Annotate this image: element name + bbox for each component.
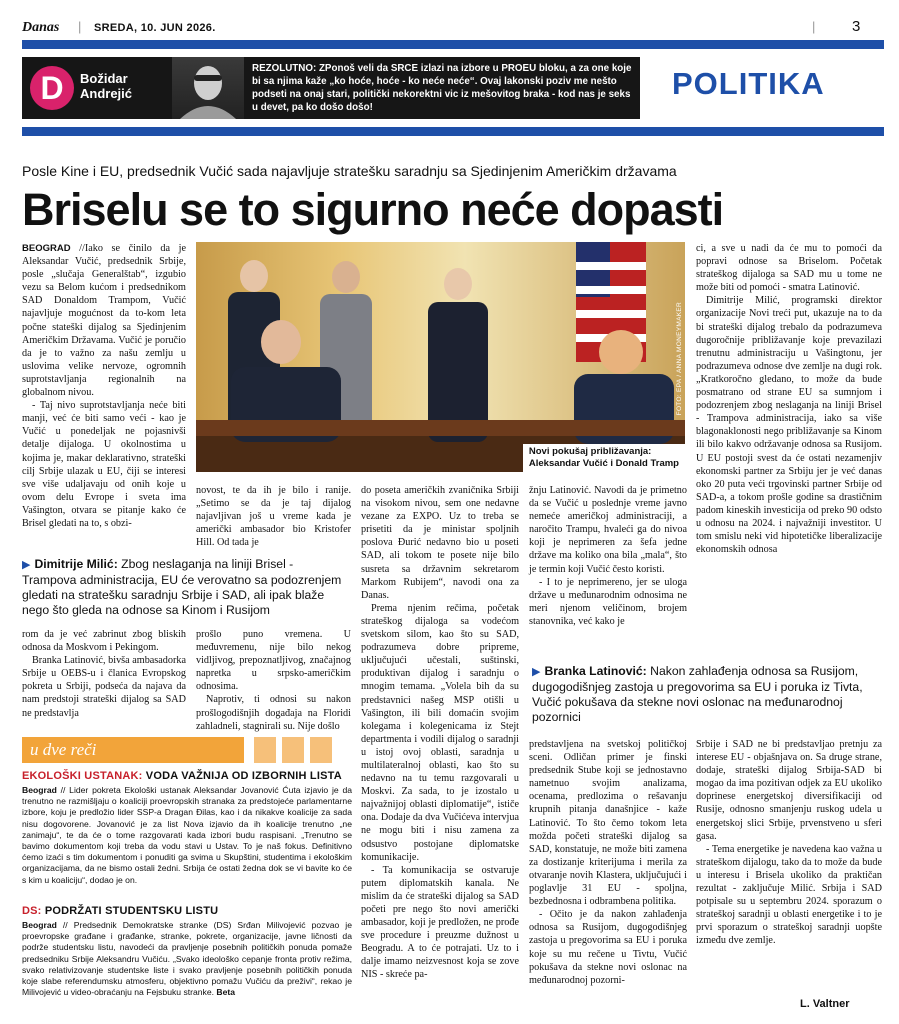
author-portrait <box>172 57 244 119</box>
separator: | <box>78 19 82 34</box>
author-last-name: Andrejić <box>80 86 133 101</box>
article-paragraph: - Očito je da nakon zahlađenja odnosa sa Rusijom, dugogodišnjeg zastoja u pregovorima sa EU i poruka koje su mu rečene u Tivtu, Vučić pokušava da stekne novi oslonac na međunarodnoj pozorni- <box>529 909 687 986</box>
brief-dateline: Beograd <box>22 920 57 930</box>
triangle-icon: ▶ <box>532 666 541 678</box>
article-column-5-bottom <box>696 738 882 998</box>
brief-text: // Lider pokreta Ekološki ustanak Aleksandar Jovanović Ćuta izjavio je da trenutno ne razmišljaju o koaliciji proevropskih stranaka za predstojeće parlamentarne izbore, koju je predložio lider SSP-a Dragan Đilas, kao i da nikakve koalicije za sada nisu dogovorene. Jovanović je za list Nova izjavio da ih koalicije trenutno „ne zanimaju“, te da će o tome razgovarati kada izbori budu raspisani. „Trenutno se bavimo dokumentom koji treba da vodu stavi u Ustav. To je naš fokus. Definitivno ćemo izaći s tim dokumentom i ponuditi ga svima u Skupštini, studentima i ekološkim organizacijama, da ne bismo ostali žedni. Srbija će ostati žedna dok se vi bavite ko će s kim u koaliciju“, dodao je on. <box>22 785 352 885</box>
photo-credit: FOTO: EPA / ANNA MONEYMAKER <box>676 302 683 416</box>
opinion-column-box <box>22 57 640 119</box>
brief-headline <box>22 905 352 917</box>
photo-scene-icon <box>196 242 685 472</box>
article-paragraph: - Taj nivo suprotstavljanja neće biti manji, već će biti samo veći - kao je Vučić u ponedeljak ne pojasnivši detalje dijaloga. U okolnostima u kojima je, makar deklarativno, strateški cilj Srbije ulazak u EU, čiji se interesi sve više udaljavaju od onih koje u ovom delu Evrope i sveta ima Vašington, otvara se pitanje kako će Brisel gledati na to, s obzi- <box>22 400 186 529</box>
brief-headline-tag: EKOLOŠKI USTANAK: <box>22 770 143 782</box>
briefs-stripe <box>282 737 304 763</box>
article-paragraph: prošlo puno vremena. U međuvremenu, nije bilo nekog vidljivog, prepoznatljivog, značajnog napretka u srpsko-američkim odnosima. <box>196 629 351 693</box>
brief-headline <box>22 770 352 782</box>
top-rule <box>22 40 884 49</box>
brief-headline-text: PODRŽATI STUDENTSKU LISTU <box>44 905 219 917</box>
brief-headline-tag: DS: <box>22 905 42 917</box>
danas-logo-icon: D <box>30 66 74 110</box>
photo-caption-line1: Novi pokušaj približavanja: <box>528 446 652 457</box>
brief-headline-text: VODA VAŽNIJA OD IZBORNIH LISTA <box>145 770 342 782</box>
column-body: ZPonoš veli da SRCE izlazi na izbore u PROEU bloku, a za one koje bi sa njima kaže „ko hoće, hoće - ko neće neće“. Ovaj lakonski poziv me nešto podseti na onaj stari, politički nekorektni vic iz mešovitog braka - kod nas je seks u devet, pa ko došo došo! <box>252 63 632 113</box>
briefs-header <box>22 737 244 763</box>
article-paragraph: predstavljena na svetskoj političkoj sceni. Odličan primer je finski predsednik Stube koji se jednostavno nametnuo svojim analizama, ocenama, predlozima o rešavanju krupnih pitanja današnjice - kaže Latinović. To što čemo tokom leta možda početi strateški dijalog sa SAD, konstatuje, ne može biti zamena za dostizanje kriterijuma i merila za otvaranje novih Klastera, uključujući i poglavlje 31 EU - spoljna, bezbednosna i odbrambena politika. <box>529 739 687 908</box>
article-paragraph: - Tema energetike je navedena kao važna u strateškom dijalogu, tako da to može da bude u interesu i Brisela ukoliko da praktičan rezultat - zaključuje Milić. Srbija i SAD potpisale su u septembru 2024. sporazum o strateškoj saradnji u oblasti energetike i to je prvi sporazum o strateškoj saradnji uopšte između dve zemlje. <box>696 843 882 947</box>
article-column-3 <box>361 484 519 981</box>
brief-item-ds <box>22 905 352 998</box>
article-photo <box>196 242 685 472</box>
issue-date: SREDA, 10. JUN 2026. <box>94 22 216 34</box>
article-paragraph: Branka Latinović, bivša ambasadorka Srbije u OEBS-u i članica Evropskog pokreta u Srbiji, podseća da najava da nam predstoji strateški dijalog sa SAD ne predstavlja <box>22 655 186 719</box>
briefs-stripe <box>254 737 276 763</box>
article-column-4-bottom <box>529 738 687 1020</box>
pull-quote-text: Zbog neslaganja na liniji Brisel - Trampova administracija, EU će verovatno sa podozrenjem gledati na stratešku saradnju Srbije i SAD, ali ipak blaže nego što gleda na odnose sa Kinom i Rusijom <box>22 557 342 617</box>
portrait-icon <box>172 57 244 119</box>
photo-caption-line2: Aleksandar Vučić i Donald Tramp <box>528 458 679 469</box>
article-paragraph: žnju Latinović. Navodi da je primetno da se Vučić u poslednje vreme javno nemeće američkoj administraciji, a naročito Trampu, hvaleći ga do nivoa koji je neprimeren za šefa jedne države ma koliko ona bila „mala“, što je termin koji Vučić često koristi. <box>529 485 687 575</box>
column-text <box>252 62 632 114</box>
photo-caption <box>523 444 685 472</box>
brief-body <box>22 785 352 886</box>
page-number: 3 <box>852 18 861 35</box>
article-kicker: Posle Kine i EU, predsednik Vučić sada najavljuje stratešku saradnju sa Sjedinjenim Američkim državama <box>22 163 677 179</box>
article-dateline: BEOGRAD <box>22 243 71 254</box>
article-column-5 <box>696 242 882 655</box>
column-author <box>80 71 132 101</box>
article-paragraph: do poseta američkih zvaničnika Srbiji na visokom nivou, sem one nedavne vezane za EXPO. Uz to treba se prisetiti da je ministar spoljnih poslova Đurić nedavno bio u poseti SAD, ali tokom te posete nije bilo susreta sa državnim sekretarom Markom Rubijem“, navodi ona za Danas. <box>361 485 519 601</box>
article-column-1 <box>22 242 186 549</box>
brief-dateline: Beograd <box>22 785 57 795</box>
section-rule <box>22 127 884 136</box>
pull-quote-milic <box>22 557 348 618</box>
article-paragraph: Naprotiv, ti odnosi su nakon prošlogodišnjih događaja na Floridi zahladneli, stagnirali su. Nije došlo <box>196 694 351 732</box>
pull-quote-text: Nakon zahlađenja odnosa sa Rusijom, dugogodišnjeg zastoja u pregovorima sa EU i poruka iz Tivta, Vučić pokušava da stekne novi oslonac na međunarodnoj pozornici <box>532 664 863 724</box>
pull-quote-latinovic <box>532 664 882 725</box>
separator: | <box>812 19 816 34</box>
briefs-title: u dve reči <box>30 740 97 759</box>
article-paragraph: ci, a sve u nadi da će mu to pomoći da popravi odnose sa Briselom. Početak strateškog dijaloga sa SAD mu u tome ne može biti od pomoći - smatra Latinović. <box>696 243 882 294</box>
article-headline: Briselu se to sigurno neće dopasti <box>22 184 724 235</box>
article-author: L. Valtner <box>800 998 850 1010</box>
article-paragraph: novost, te da ih je bilo i ranije. „Setimo se da je taj dijalog najavljivan još u vreme kada je američki ambasador bio Kristofer Hill. Od tada je <box>196 485 351 549</box>
author-first-name: Božidar <box>80 71 128 86</box>
article-paragraph: - Ta komunikacija se ostvaruje putem diplomatskih kanala. Ne mislim da će strateški dijalog sa SAD početi pre nego što novi američki ambasador, koji je predložen, ne prođe sve procedure i preuzme dužnost u Beogradu. A to će potrajati. Uz to i dalje imamo neizvesnost koja se zove NIS - skreće pa- <box>361 864 519 981</box>
brief-item-ekoloski-ustanak <box>22 770 352 886</box>
column-lead: REZOLUTNO: <box>252 63 317 74</box>
article-column-1-bottom <box>22 628 186 722</box>
article-lead-text: //Iako se činilo da je Aleksandar Vučić, predsednik Srbije, posle „slučaja Generalštab“, izgubio vezu sa Belom kućom i predsednikom SAD Donaldom Trampom, Vučić najavljuje mogućnost da to-kom leta počne stateški dijalog sa Sjedinjenim Američkim Državama. Vučić je poručio da je to važno za našu zemlju u uslovima velike nervoze, ogromnih suprotstavljanja regionalnih na globalnom nivou. <box>22 243 187 399</box>
brief-body <box>22 920 352 998</box>
triangle-icon: ▶ <box>22 559 31 571</box>
article-column-4-top <box>529 484 687 656</box>
pull-quote-name: Dimitrije Milić: <box>34 557 118 571</box>
article-column-2-bottom <box>196 628 351 732</box>
article-column-2-top <box>196 484 351 548</box>
article-paragraph: Dimitrije Milić, programski direktor organizacije Novi treći put, ukazuje na to da bi strateški dijalog trebalo da podrazumeva dugoročnije približavanje koje prevazilazi trenutnu administraciju u Vašingtonu, jer podrazumeva odnose dve zemlje na dugi rok. „Kratkoročno gledano, to može da bude posmatrano od strane EU sa sumnjom i podozrenjem zbog neslaganja na liniji Brisel - Trampova administracija, iako sa više blagonaklonosti nego približavanje sa Kinom ili bilo kakvo održavanje odnosa sa Rusijom. U EU postoji svest da će ostati nezamenjiv ekonomski partner za Srbiju jer je već danas oko 20 puta veći trgovinski partner Srbije od SAD-a, a tokom prošle godine sa drastičnim padom kineskih investicija od preko 90 odsto u odnosu na 2024. i najvažniji investitor. U tom smislu neki vid hipotetičke liberalizacije ekonomskih odnosa <box>696 295 882 556</box>
brief-source: Beta <box>216 987 236 998</box>
paper-name: Danas <box>22 20 60 35</box>
article-paragraph: Prema njenim rečima, početak strateškog dijaloga sa vodećom svetskom silom, kao što su SAD, podrazumeva dobre pripreme, uključujući učestali, suštinski, produktivan dijalog i saradnju o mnogim temama. „Volela bih da su predstavnici našeg MSP otišli u Vašington, ili bili domaćin svojim kolegama i kolegenicama iz Stejt departmenta i vodili dijalog o saradnji u istoj ovoj oblasti, saradnja u multilateralnoj oblasti, kao što su nedavno na tu temu razgovarali u Moskvi. Za sada, to je izostalo u najvažnijoj oblasti diplomatije“, ističe ona. Dodaje da dva Vučićeva intervjua ne mogu biti i nisu zamena za odsustvo postojane diplomatske komunikacije. <box>361 602 519 863</box>
section-title: POLITIKA <box>672 66 825 101</box>
briefs-stripe <box>310 737 332 763</box>
article-paragraph: rom da je već zabrinut zbog bliskih odnosa da Moskvom i Pekingom. <box>22 629 186 654</box>
article-paragraph: - I to je neprimereno, jer se uloga države u međunarodnim odnosima ne meri njenom veličinom, brojem stanovnika, već kako je <box>529 576 687 627</box>
page-masthead <box>22 18 882 40</box>
pull-quote-name: Branka Latinović: <box>544 664 647 678</box>
article-paragraph: Srbije i SAD ne bi predstavljao pretnju za interese EU - objašnjava on. Sa druge strane, dodaje, strateški dijalog Srbija-SAD bi mogao da ima pozitivan odjek za EU ukoliko doprinese energetskoj diversifikaciji od Rusije, odnosno smanjenju ruskog udela u energetskoj slici Srbije, prvenstveno u sferi gasa. <box>696 739 882 842</box>
brief-text: // Predsednik Demokratske stranke (DS) Srđan Milivojević pozvao je proevropske građane i građanke, stranke, pokrete, organizacije, javne ličnosti da podrže studentsku listu, navodeći da pravljenje posebnih političkih ponuda pomaže predsedniku Srbije Aleksandru Vučiću. „Svako ideološko cepanje fronta protiv režima, svako relativizovanje studentske liste i svako pravljenje posebnih političkih ponuda koje slabe referendumsku atmosferu, objektivno pomažu Vučiću da preživi“, rekao je Milivojević u video-obraćanju na Fejsbuku stranke. <box>22 920 352 998</box>
